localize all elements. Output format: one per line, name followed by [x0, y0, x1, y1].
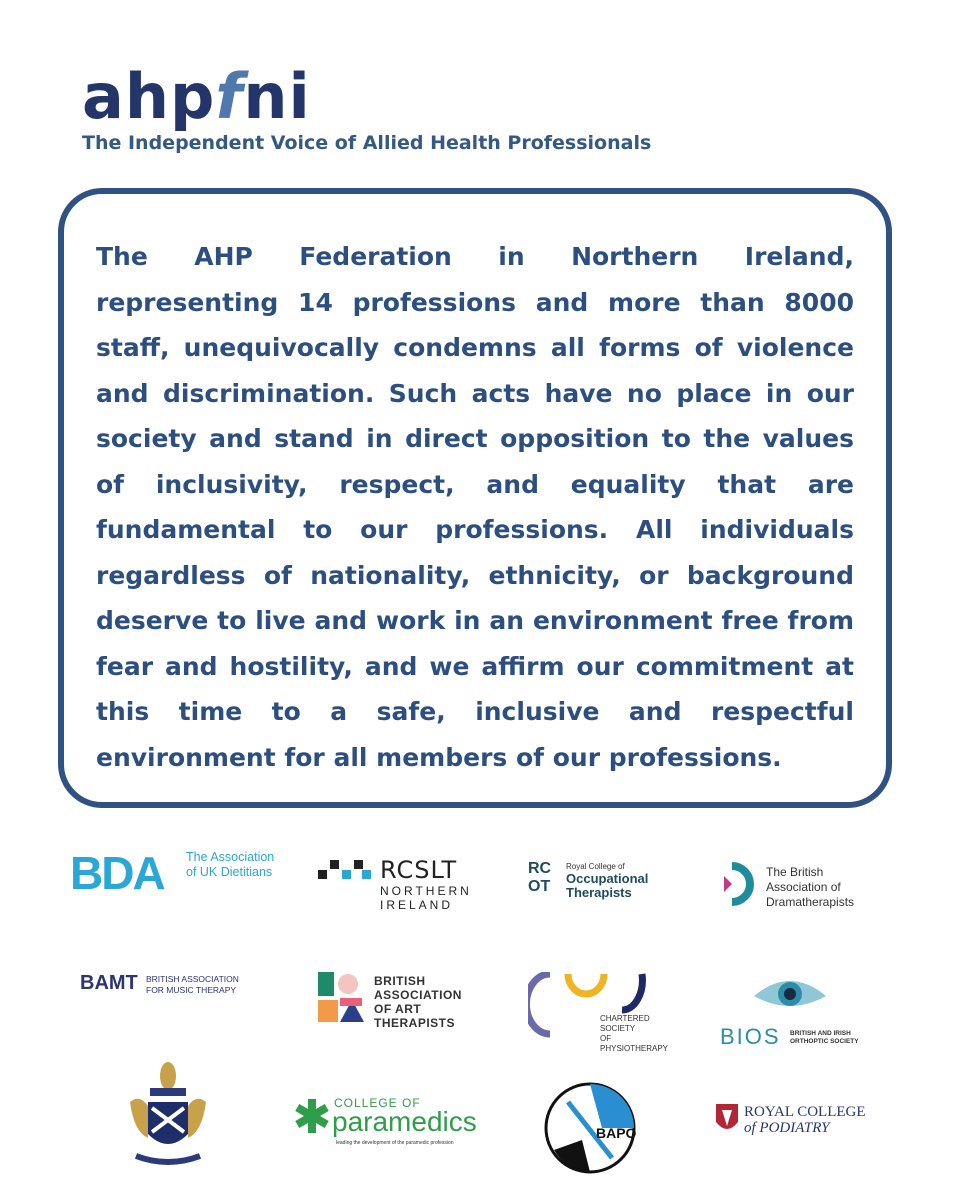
- bda-logo: [70, 840, 275, 940]
- para-small: COLLEGE OF: [334, 1096, 421, 1110]
- csp-logo: [528, 972, 728, 1072]
- rcslt-squares-icon: [318, 856, 374, 886]
- bda-text: The Association of UK Dietitians: [186, 850, 275, 879]
- bapo-logo: [542, 1080, 742, 1180]
- logo-prefix: ahp: [82, 60, 216, 133]
- rcslt-logo: [318, 856, 518, 956]
- member-logos: [0, 840, 960, 1180]
- rcot-text: Occupational Therapists: [566, 871, 649, 900]
- statement-text: The AHP Federation in Northern Ireland, representing 14 professions and more than 8000 staff, unequivocally condemns all forms of violence and discrimination. Such acts have no place in our society and stand in direct opposition to the values of inclusivity, respect, and equality that are fundamental to our professions. All individuals regardless of nationality, ethnicity, or background deserve to live and work in an environment free from fear and hostility, and we affirm our commitment at this time to a safe, inclusive and respectful environment for all members of our professions.: [96, 242, 854, 772]
- para-mark: paramedics: [332, 1106, 477, 1137]
- dramatherapists-logo: [720, 862, 920, 962]
- rcpod-line2: of PODIATRY: [744, 1120, 830, 1136]
- bda-mark: BDA: [70, 847, 164, 899]
- rcslt-text: NORTHERN IRELAND: [380, 884, 472, 912]
- ahpfni-logo: [82, 62, 311, 132]
- logo-suffix: ni: [243, 60, 311, 133]
- para-tagline: leading the development of the paramedic profession: [336, 1140, 454, 1146]
- ahpfni-header: [82, 62, 682, 162]
- rcpod-logo: [714, 1102, 914, 1202]
- podiatry-shield-icon: [714, 1102, 740, 1136]
- bios-logo: [720, 972, 920, 1072]
- csp-text: CHARTERED SOCIETY OF PHYSIOTHERAPY: [600, 1014, 669, 1053]
- baat-shapes-icon: [318, 972, 368, 1026]
- rcslt-mark: RCSLT: [380, 856, 458, 884]
- bios-mark: BIOS: [720, 1024, 781, 1049]
- paramedics-logo: [292, 1096, 492, 1196]
- bios-text: BRITISH AND IRISH ORTHOPTIC SOCIETY: [790, 1030, 859, 1045]
- bapo-globe-icon: [542, 1080, 642, 1176]
- baat-logo: [318, 972, 518, 1072]
- baat-text: BRITISH ASSOCIATION OF ART THERAPISTS: [374, 974, 462, 1030]
- drama-text: The British Association of Dramatherapists: [766, 865, 855, 909]
- drama-d-icon: [720, 862, 760, 906]
- tagline: The Independent Voice of Allied Health Professionals: [82, 132, 652, 154]
- rcot-small: Royal College of: [566, 862, 625, 871]
- bamt-mark: BAMT: [80, 972, 138, 994]
- rcot-logo: [528, 860, 728, 960]
- statement-box: [58, 188, 892, 808]
- star-of-life-icon: [292, 1096, 332, 1136]
- coat-of-arms-icon: [126, 1058, 210, 1170]
- eye-icon: [720, 972, 840, 1022]
- rcot-mark: RC OT: [528, 860, 552, 895]
- bapo-mark: BAPO: [596, 1125, 637, 1141]
- rcpod-line1: ROYAL COLLEGE: [744, 1104, 866, 1120]
- bamt-text: BRITISH ASSOCIATION FOR MUSIC THERAPY: [146, 974, 239, 995]
- bamt-logo: [80, 970, 280, 1070]
- logo-f: f: [215, 60, 244, 133]
